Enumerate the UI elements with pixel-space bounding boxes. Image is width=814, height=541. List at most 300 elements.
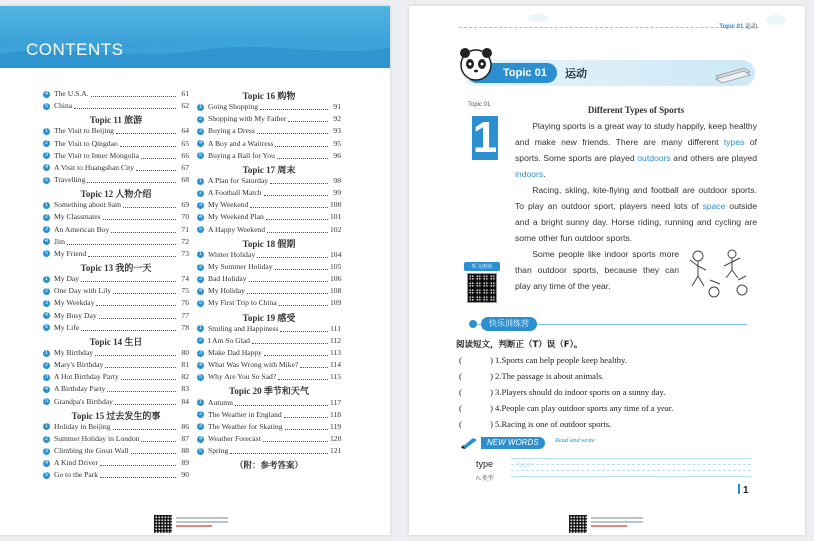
- toc-entry[interactable]: [197, 138, 341, 150]
- panda-mascot-icon: [457, 46, 495, 84]
- toc-entry-title: Smiling and Happiness: [208, 323, 279, 333]
- toc-entry-number: 3: [198, 127, 203, 134]
- topic-title-cn: 运动: [565, 67, 587, 80]
- toc-entry-page: 90: [181, 470, 189, 480]
- question-number: 4: [495, 403, 500, 413]
- toc-entry-title: Going Shopping: [208, 102, 258, 112]
- toc-entry[interactable]: [197, 150, 341, 162]
- toc-entry[interactable]: [43, 211, 189, 223]
- article-text: Playing sports is a great way to study happily, keep healthy and make new friends. There are many different: [515, 121, 757, 147]
- toc-entry[interactable]: [43, 125, 189, 137]
- toc-entry-number: 4: [44, 164, 49, 171]
- listen-qr-label: 听文朗读: [464, 262, 500, 271]
- new-words-label: NEW WORDS: [481, 437, 545, 449]
- question-number: 5: [495, 419, 500, 429]
- question-dot: .: [499, 355, 502, 365]
- toc-leader-dots: [113, 288, 176, 294]
- toc-leader-dots: [247, 288, 328, 294]
- toc-leader-dots: [121, 374, 176, 380]
- article-text: of sports. Some sports are played: [515, 137, 757, 163]
- toc-entry-title: Summer Holiday in London: [54, 433, 140, 443]
- toc-entry-number: 1: [44, 201, 49, 208]
- toc-leader-dots: [288, 116, 328, 122]
- toc-leader-dots: [260, 104, 328, 110]
- exercise-question: [459, 416, 759, 432]
- toc-leader-dots: [113, 424, 176, 430]
- toc-entry-number: 1: [44, 127, 49, 134]
- toc-leader-dots: [103, 214, 176, 220]
- toc-appendix[interactable]: （附：参考答案）: [234, 460, 303, 471]
- toc-entry-page: 72: [181, 236, 189, 246]
- toc-entry[interactable]: [197, 371, 341, 383]
- toc-entry-number: 1: [198, 251, 203, 258]
- toc-entry-page: 88: [181, 446, 189, 456]
- toc-entry-title: My Friend: [54, 248, 87, 258]
- tracing-word: type: [517, 460, 533, 469]
- toc-entry-title: A Visit to Huangshan City: [54, 162, 134, 172]
- toc-entry[interactable]: [43, 88, 189, 100]
- toc-column-2: [197, 88, 341, 471]
- toc-entry-title: Why Are You So Sad?: [208, 372, 277, 382]
- toc-entry[interactable]: [43, 174, 189, 186]
- toc-leader-dots: [105, 362, 176, 368]
- toc-entry[interactable]: [197, 397, 341, 409]
- toc-entry-page: 74: [181, 274, 189, 284]
- toc-entry-title: My Weekend Plan: [208, 212, 264, 222]
- toc-entry[interactable]: [197, 445, 341, 457]
- toc-entry[interactable]: [197, 297, 341, 309]
- toc-entry-title: A Boy and a Waitress: [208, 138, 274, 148]
- toc-entry-title: Travelling: [54, 174, 86, 184]
- toc-entry-number: 2: [198, 337, 203, 344]
- toc-entry-number: 1: [44, 349, 49, 356]
- toc-leader-dots: [264, 190, 328, 196]
- toc-leader-dots: [267, 227, 328, 233]
- cloud-icon: [527, 12, 549, 22]
- toc-entry-page: 68: [181, 174, 189, 184]
- question-text: People can play outdoor sports any time of a year.: [501, 403, 674, 413]
- toc-entry[interactable]: [197, 347, 341, 359]
- footer-publisher-lines: [591, 517, 643, 529]
- toc-leader-dots: [115, 399, 176, 405]
- toc-entry-title: The Weather for Skating: [208, 421, 283, 431]
- toc-entry[interactable]: [197, 211, 341, 223]
- toc-entry-number: 4: [44, 459, 49, 466]
- toc-leader-dots: [99, 313, 176, 319]
- question-text: Racing is one of outdoor sports.: [501, 419, 612, 429]
- toc-entry-number: 4: [198, 287, 203, 294]
- new-words-subtitle: Read and write: [555, 437, 595, 444]
- toc-topic-heading: Topic 14 生日: [89, 336, 143, 347]
- toc-entry-title: My Birthday: [54, 347, 94, 357]
- toc-entry-page: 66: [181, 150, 189, 160]
- toc-entry-title: I Am So Glad: [208, 335, 250, 345]
- toc-entry[interactable]: [43, 457, 189, 469]
- toc-entry-page: 61: [181, 89, 189, 98]
- running-header: [719, 21, 757, 30]
- exercise-question: [459, 400, 759, 416]
- toc-entry-title: My Holiday: [208, 286, 245, 296]
- toc-entry[interactable]: [43, 421, 189, 433]
- toc-entry-page: 95: [333, 138, 341, 148]
- toc-entry-page: 81: [181, 360, 189, 370]
- toc-leader-dots: [136, 165, 176, 171]
- toc-entry-page: 120: [330, 433, 342, 443]
- toc-entry[interactable]: [197, 261, 341, 273]
- toc-entry-title: A Birthday Party: [54, 384, 106, 394]
- toc-entry[interactable]: [43, 100, 189, 112]
- toc-entry-number: 3: [44, 226, 49, 233]
- toc-entry-title: My Day: [54, 274, 80, 284]
- answer-blank[interactable]: ( ): [459, 371, 493, 381]
- article-title: Different Types of Sports: [587, 105, 685, 115]
- toc-entry-page: 108: [330, 286, 342, 296]
- toc-entry-page: 62: [181, 101, 189, 111]
- toc-entry[interactable]: [197, 433, 341, 445]
- toc-leader-dots: [263, 436, 328, 442]
- toc-entry[interactable]: [197, 125, 341, 137]
- toc-entry-number: 5: [44, 176, 49, 183]
- toc-entry[interactable]: [197, 359, 341, 371]
- toc-topic-heading: Topic 20 季节和天气: [229, 386, 309, 397]
- answer-blank[interactable]: ( ): [459, 387, 493, 397]
- toc-entry[interactable]: [43, 162, 189, 174]
- toc-entry-number: 3: [44, 152, 49, 159]
- toc-topic-heading: Topic 16 购物: [242, 91, 296, 101]
- topic-page: [409, 6, 805, 535]
- toc-entry-page: 86: [181, 421, 189, 431]
- vocab-part-of-speech: n.类型: [476, 475, 494, 482]
- toc-entry[interactable]: [197, 409, 341, 421]
- toc-entry-number: 1: [198, 103, 203, 110]
- toc-leader-dots: [95, 350, 176, 356]
- qr-code-icon: [467, 273, 497, 303]
- toc-entry[interactable]: [43, 445, 189, 457]
- toc-entry-page: 121: [330, 446, 342, 456]
- toc-entry[interactable]: [43, 359, 189, 371]
- toc-entry-number: 3: [44, 299, 49, 306]
- toc-entry[interactable]: [43, 347, 189, 359]
- toc-entry[interactable]: [197, 187, 341, 199]
- toc-entry-title: Weather Forecast: [208, 433, 261, 443]
- toc-entry-title: My Classmates: [54, 212, 101, 222]
- toc-entry-title: The Visit to Beijing: [54, 126, 114, 136]
- toc-entry[interactable]: [197, 335, 341, 347]
- toc-entry-page: 76: [181, 298, 189, 308]
- toc-leader-dots: [141, 436, 176, 442]
- toc-entry-page: 77: [181, 310, 189, 320]
- question-text: Players should do indoor sports on a sunny day.: [501, 387, 666, 397]
- toc-leader-dots: [300, 362, 328, 368]
- toc-entry[interactable]: [197, 285, 341, 297]
- toc-entry[interactable]: [197, 101, 341, 113]
- toc-entry-title: Make Dad Happy: [208, 347, 262, 357]
- toc-entry-page: 82: [181, 372, 189, 382]
- toc-leader-dots: [275, 141, 328, 147]
- exercise-question: [459, 368, 759, 384]
- toc-leader-dots: [278, 374, 328, 380]
- toc-entry[interactable]: [197, 421, 341, 433]
- toc-entry-title: China: [54, 101, 73, 111]
- header-topic-label: Topic 01: [719, 24, 744, 30]
- toc-entry-title: Autumn: [208, 397, 233, 407]
- toc-leader-dots: [257, 252, 328, 258]
- toc-entry-title: Winter Holiday: [208, 249, 256, 259]
- toc-entry-title: Climbing the Great Wall: [54, 446, 129, 456]
- toc-entry[interactable]: [197, 224, 341, 236]
- toc-entry[interactable]: [197, 199, 341, 211]
- toc-entry-title: Something about Sam: [54, 200, 122, 210]
- toc-entry-page: 115: [330, 372, 342, 382]
- toc-entry-title: Buying a Dress: [208, 126, 255, 136]
- toc-entry-number: 5: [44, 398, 49, 405]
- exercise-instruction: 阅读短文，判断正（T）误（F）。: [456, 340, 583, 350]
- toc-entry-number: 5: [198, 299, 203, 306]
- footer-publisher-lines: [176, 517, 228, 529]
- toc-entry-title: One Day with Lily: [54, 286, 112, 296]
- toc-leader-dots: [87, 177, 176, 183]
- toc-entry-page: 73: [181, 248, 189, 258]
- toc-entry-number: 4: [198, 213, 203, 220]
- toc-leader-dots: [100, 472, 176, 478]
- toc-entry-title: Holiday in Beijing: [54, 421, 111, 431]
- answer-blank[interactable]: ( ): [459, 355, 493, 365]
- toc-entry[interactable]: [43, 248, 189, 260]
- toc-entry-title: The Weather in England: [208, 409, 282, 419]
- toc-leader-dots: [284, 412, 328, 418]
- toc-leader-dots: [91, 91, 176, 97]
- toc-entry[interactable]: [43, 273, 189, 285]
- toc-leader-dots: [96, 300, 176, 306]
- toc-entry-title: My Life: [54, 322, 80, 332]
- toc-entry-number: 5: [44, 471, 49, 478]
- keyword: outdoors: [637, 153, 671, 163]
- toc-entry-number: 4: [198, 361, 203, 368]
- toc-leader-dots: [275, 264, 328, 270]
- toc-entry-page: 80: [181, 347, 189, 357]
- exercise-question: [459, 352, 759, 368]
- toc-leader-dots: [81, 276, 176, 282]
- lesson-number: 1: [472, 113, 498, 162]
- toc-entry-number: 2: [44, 287, 49, 294]
- vocab-row: [459, 456, 755, 488]
- toc-entry-page: 118: [330, 409, 342, 419]
- toc-entry-number: 3: [198, 423, 203, 430]
- new-words-banner: [459, 436, 759, 450]
- toc-column-1: [43, 88, 189, 482]
- footer-qr-code: [569, 515, 587, 533]
- toc-entry-title: My Busy Day: [54, 310, 97, 320]
- toc-entry-page: 92: [333, 114, 341, 124]
- toc-leader-dots: [270, 178, 328, 184]
- toc-entry-title: A Hot Birthday Party: [54, 372, 119, 382]
- kids-playing-sports-illustration: [684, 246, 754, 306]
- toc-leader-dots: [250, 202, 328, 208]
- toc-entry-page: 111: [330, 323, 341, 333]
- toc-entry-number: 2: [44, 140, 49, 147]
- toc-entry-page: 99: [333, 188, 341, 198]
- toc-topic-heading: Topic 12 人物介绍: [80, 189, 152, 200]
- toc-entry[interactable]: [197, 175, 341, 187]
- question-number: 2: [495, 371, 500, 381]
- toc-entry-page: 71: [181, 224, 189, 234]
- toc-entry[interactable]: [43, 199, 189, 211]
- toc-topic-heading: Topic 15 过去发生的事: [71, 410, 161, 421]
- toc-entry-number: 3: [198, 201, 203, 208]
- toc-leader-dots: [279, 300, 328, 306]
- toc-entry[interactable]: [43, 297, 189, 309]
- toc-entry-number: 1: [198, 325, 203, 332]
- vocab-word: type: [476, 459, 494, 469]
- toc-entry[interactable]: [43, 138, 189, 150]
- toc-entry-number: 2: [198, 189, 203, 196]
- toc-entry-page: 104: [330, 249, 342, 259]
- toc-entry[interactable]: [197, 323, 341, 335]
- toc-entry-title: Grandpa's Birthday: [54, 396, 113, 406]
- toc-leader-dots: [131, 448, 176, 454]
- toc-entry-page: 78: [181, 322, 189, 332]
- toc-leader-dots: [107, 386, 176, 392]
- listen-qr[interactable]: [464, 262, 500, 310]
- toc-entry[interactable]: [43, 224, 189, 236]
- toc-entry[interactable]: [43, 310, 189, 322]
- toc-topic-heading: Topic 11 旅游: [89, 115, 143, 126]
- toc-entry[interactable]: [43, 371, 189, 383]
- toc-entry-title: My Weekend: [208, 200, 249, 210]
- topic-side-label: Topic 01: [468, 102, 491, 108]
- exercise-banner: [459, 317, 747, 331]
- toc-topic-heading: Topic 13 我的一天: [80, 262, 152, 273]
- toc-entry-number: 3: [44, 373, 49, 380]
- toc-entry[interactable]: [197, 249, 341, 261]
- question-dot: .: [499, 403, 502, 413]
- toc-entry-number: 1: [44, 423, 49, 430]
- toc-leader-dots: [74, 103, 176, 109]
- toc-entry-page: 98: [333, 175, 341, 185]
- answer-blank[interactable]: ( ): [459, 419, 493, 429]
- toc-entry-number: 5: [198, 373, 203, 380]
- question-number: 1: [495, 355, 500, 365]
- toc-entry-page: 83: [181, 384, 189, 394]
- toc-entry[interactable]: [197, 113, 341, 125]
- toc-entry-number: 2: [44, 213, 49, 220]
- toc-entry-number: 1: [198, 399, 203, 406]
- article-paragraph-2: [515, 182, 757, 246]
- toc-entry-page: 109: [330, 298, 342, 308]
- topic-pill: Topic 01: [467, 63, 557, 83]
- toc-leader-dots: [264, 350, 328, 356]
- toc-entry-number: 2: [44, 435, 49, 442]
- toc-entry-number: 4: [198, 140, 203, 147]
- toc-leader-dots: [249, 276, 328, 282]
- toc-entry-page: 105: [330, 261, 342, 271]
- toc-entry[interactable]: [43, 236, 189, 248]
- toc-entry[interactable]: [43, 396, 189, 408]
- topic-banner: [463, 60, 755, 86]
- toc-leader-dots: [67, 239, 176, 245]
- header-topic-cn: 运动: [744, 24, 757, 30]
- toc-entry-title: Go to the Park: [54, 470, 99, 480]
- toc-entry[interactable]: [43, 469, 189, 481]
- toc-leader-dots: [116, 128, 176, 134]
- toc-entry-number: 5: [198, 152, 203, 159]
- question-dot: .: [499, 371, 502, 381]
- toc-entry-number: 2: [44, 361, 49, 368]
- toc-entry-title: A Plan for Saturday: [208, 175, 269, 185]
- toc-entry-page: 100: [330, 200, 342, 210]
- toc-entry-title: The Visit to Inner Mongolia: [54, 150, 140, 160]
- toc-topic-heading: Topic 18 假期: [242, 238, 296, 249]
- toc-entry-number: 5: [198, 226, 203, 233]
- toc-entry-number: 2: [198, 115, 203, 122]
- toc-leader-dots: [277, 153, 328, 159]
- toc-leader-dots: [123, 202, 176, 208]
- toc-entry[interactable]: [43, 383, 189, 395]
- toc-leader-dots: [252, 338, 328, 344]
- exercise-questions: [459, 352, 759, 432]
- answer-blank[interactable]: ( ): [459, 403, 493, 413]
- toc-entry[interactable]: [43, 150, 189, 162]
- toc-entry-page: 112: [330, 335, 342, 345]
- toc-entry-page: 96: [333, 150, 341, 160]
- toc-entry[interactable]: [43, 322, 189, 334]
- page-number: 1: [738, 484, 749, 496]
- toc-leader-dots: [257, 128, 328, 134]
- toc-entry-page: 70: [181, 212, 189, 222]
- toc-leader-dots: [235, 400, 328, 406]
- toc-leader-dots: [100, 460, 176, 466]
- toc-leader-dots: [280, 326, 328, 332]
- contents-banner: [0, 6, 390, 68]
- toc-entry-page: 84: [181, 396, 189, 406]
- article-text: .: [543, 169, 546, 179]
- toc-entry-number: 2: [198, 263, 203, 270]
- article-text: outside and a bright sunny day. Horse riding, running and cycling are some other fun outdoor sports.: [515, 201, 757, 243]
- toc-entry-title: Buying a Ball for You: [208, 150, 275, 160]
- toc-entry-page: 75: [181, 286, 189, 296]
- toc-entry-page: 93: [333, 126, 341, 136]
- toc-entry-number: 2: [198, 411, 203, 418]
- toc-entry-number: 3: [198, 275, 203, 282]
- toc-leader-dots: [120, 141, 176, 147]
- toc-entry[interactable]: [197, 273, 341, 285]
- toc-entry-title: My Summer Holiday: [208, 261, 273, 271]
- toc-entry[interactable]: [43, 433, 189, 445]
- writing-lines[interactable]: [511, 458, 751, 484]
- toc-entry-page: 89: [181, 458, 189, 468]
- toc-entry-title: The U.S.A.: [54, 89, 89, 98]
- toc-leader-dots: [230, 448, 328, 454]
- toc-entry-number: 1: [44, 275, 49, 282]
- toc-entry-number: 4: [44, 238, 49, 245]
- toc-entry-page: 69: [181, 200, 189, 210]
- question-text: The passage is about animals.: [501, 371, 604, 381]
- keyword: space: [702, 201, 726, 211]
- toc-leader-dots: [81, 325, 176, 331]
- toc-entry-number: 4: [44, 312, 49, 319]
- toc-entry-page: 117: [330, 397, 342, 407]
- contents-page: [0, 6, 390, 535]
- toc-entry-title: The Visit to Qingdao: [54, 138, 118, 148]
- footer-qr-code: [154, 515, 172, 533]
- toc-leader-dots: [111, 227, 176, 233]
- toc-entry-number: 4: [198, 435, 203, 442]
- toc-entry[interactable]: [43, 285, 189, 297]
- toc-leader-dots: [141, 153, 176, 159]
- toc-entry-number: 5: [44, 250, 49, 257]
- toc-entry-page: 91: [333, 102, 341, 112]
- toc-entry-page: 106: [330, 274, 342, 284]
